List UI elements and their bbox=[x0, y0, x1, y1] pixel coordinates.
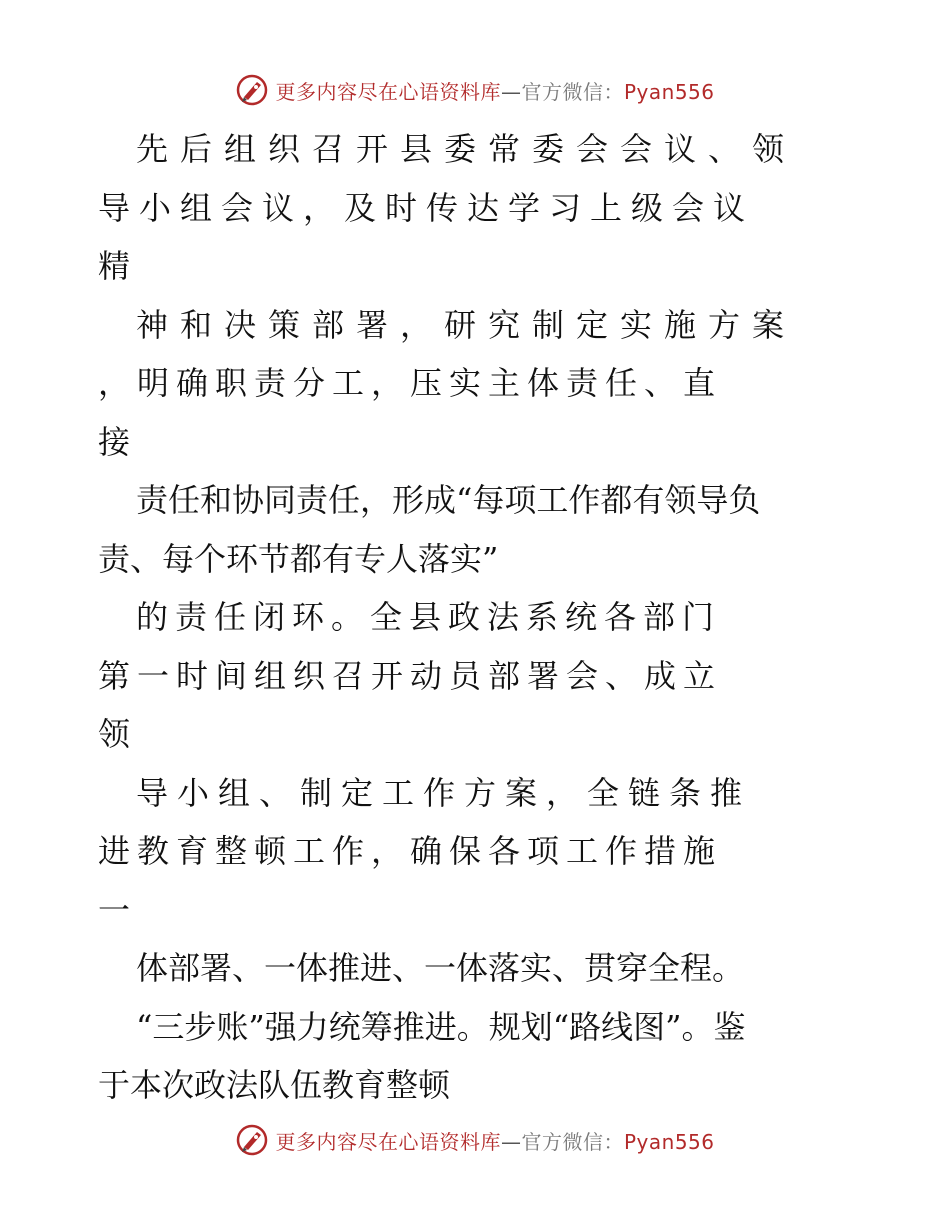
banner-wechat-label: 官方微信： bbox=[521, 79, 624, 104]
banner-wechat-id: Pyan556 bbox=[623, 79, 715, 104]
banner-wechat-label: 官方微信： bbox=[521, 1129, 624, 1154]
pen-logo-icon bbox=[235, 1123, 269, 1157]
footer-banner bbox=[0, 1120, 950, 1160]
text-line: 进教育整顿工作，确保各项工作措施 bbox=[98, 832, 723, 870]
pen-logo-icon bbox=[235, 73, 269, 107]
banner-wechat-id: Pyan556 bbox=[623, 1129, 715, 1154]
text-line: 接 bbox=[98, 422, 131, 461]
text-line: 一 bbox=[98, 890, 131, 929]
text-line: 先后组织召开县委常委会会议、领 bbox=[136, 130, 797, 168]
banner-text bbox=[275, 76, 714, 105]
header-banner bbox=[0, 70, 950, 110]
banner-main-text: 更多内容尽在心语资料库 bbox=[275, 79, 501, 104]
text-line: 导小组、制定工作方案，全链条推 bbox=[136, 773, 752, 812]
text-line: 导小组会议，及时传达学习上级会议 bbox=[98, 188, 755, 227]
banner-main-text: 更多内容尽在心语资料库 bbox=[275, 1129, 501, 1154]
text-line: 责、每个环节都有专人落实” bbox=[98, 539, 499, 578]
text-line: 第一时间组织召开动员部署会、成立 bbox=[98, 656, 723, 695]
text-line: 于本次政法队伍教育整顿 bbox=[98, 1066, 451, 1104]
text-line: 领 bbox=[98, 715, 131, 753]
text-line: “三步账”强力统筹推进。规划“路线图”。鉴 bbox=[136, 1007, 746, 1046]
document-body bbox=[98, 120, 850, 1115]
text-line: 体部署、一体推进、一体落实、贯穿全程。 bbox=[136, 949, 745, 987]
text-line: 神和决策部署，研究制定实施方案 bbox=[136, 305, 797, 344]
text-line: 的责任闭环。全县政法系统各部门 bbox=[136, 598, 722, 636]
banner-separator: — bbox=[500, 79, 522, 104]
text-line: 责任和协同责任，形成“每项工作都有领导负 bbox=[136, 481, 761, 519]
text-line: 精 bbox=[98, 247, 131, 285]
text-line: ，明确职责分工，压实主体责任、直 bbox=[98, 364, 723, 402]
banner-text bbox=[275, 1126, 714, 1155]
banner-separator: — bbox=[500, 1129, 522, 1154]
